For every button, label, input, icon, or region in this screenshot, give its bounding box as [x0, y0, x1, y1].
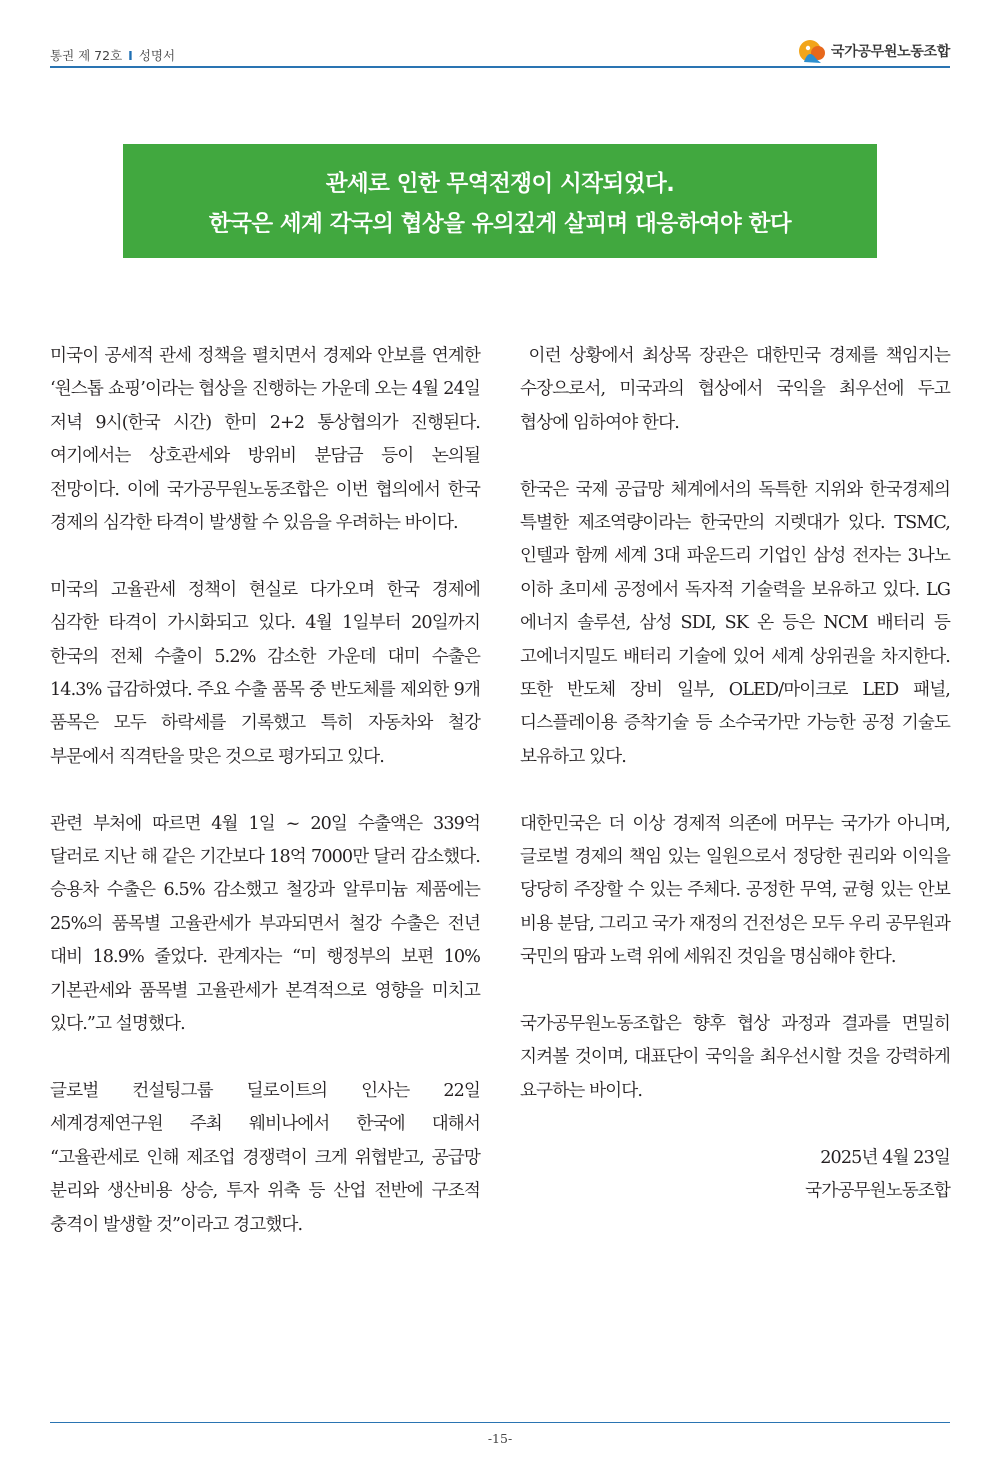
paragraph: 미국의 고율관세 정책이 현실로 다가오며 한국 경제에 심각한 타격이 가시화되고 있다. 4월 1일부터 20일까지 한국의 전체 수출이 5.2% 감소한 가운데 대미 수출은 14.3% 급감하였다. 주요 수출 품목 중 반도체를 제외한 9개 품목은 모두 하락세를 기록했고 특히 자동차와 철강 부문에서 직격탄을 맞은 것으로 평가되고 있다.: [50, 579, 480, 767]
left-column: [50, 340, 480, 1242]
header-separator: I: [128, 48, 133, 63]
paragraph: 이런 상황에서 최상목 장관은 대한민국 경제를 책임지는 수장으로서, 미국과의 협상에서 국익을 최우선에 두고 협상에 임하여야 한다.: [520, 346, 955, 433]
paragraph: 한국은 국제 공급망 체계에서의 독특한 지위와 한국경제의 특별한 제조역량이라는 한국만의 지렛대가 있다. TSMC, 인텔과 함께 세계 3대 파운드리 기업인 삼성 전자는 3나노 이하 초미세 공정에서 독자적 기술력을 보유하고 있다. LG 에너지 솔루션, 삼성 SDI, SK 온 등은 NCM 배터리 등 고에너지밀도 배터리 기술에 있어 세계 상위권을 차지한다. 또한 반도체 장비 일부, OLED/마이크로 LED 패널, 디스플레이용 증착기술 등 소수국가만 가능한 공정 기술도 보유하고 있다.: [520, 479, 950, 767]
title-line-2: 한국은 세계 각국의 협상을 유의깊게 살피며 대응하여야 한다: [208, 211, 792, 237]
issue-number: 통권 제 72호: [50, 48, 123, 63]
header-divider: [50, 66, 950, 68]
page-number: -15-: [487, 1431, 513, 1446]
paragraph: 미국이 공세적 관세 정책을 펼치면서 경제와 안보를 연계한 ‘원스톱 쇼핑’이라는 협상을 진행하는 가운데 오는 4월 24일 저녁 9시(한국 시간) 한미 2+2 통상협의가 진행된다. 여기에서는 상호관세와 방위비 분담금 등이 논의될 전망이다. 이에 국가공무원노동조합은 이번 협의에서 한국 경제의 심각한 타격이 발생할 수 있음을 우려하는 바이다.: [50, 346, 480, 534]
title-line-1: 관세로 인한 무역전쟁이 시작되었다.: [325, 171, 675, 197]
paragraph: 국가공무원노동조합은 향후 협상 과정과 결과를 면밀히 지켜볼 것이며, 대표단이 국익을 최우선시할 것을 강력하게 요구하는 바이다.: [520, 1014, 950, 1101]
signature-org: 국가공무원노동조합: [805, 1181, 950, 1202]
union-logo-text: 국가공무원노동조합: [830, 44, 950, 60]
signature-date: 2025년 4월 23일: [820, 1147, 950, 1168]
paragraph: 관련 부처에 따르면 4월 1일 ~ 20일 수출액은 339억 달러로 지난 해 같은 기간보다 18억 7000만 달러 감소했다. 승용차 수출은 6.5% 감소했고 철강과 알루미늄 제품에는 25%의 품목별 고율관세가 부과되면서 철강 수출은 전년 대비 18.9% 줄었다. 관계자는 “미 행정부의 보편 10% 기본관세와 품목별 고율관세가 본격적으로 영향을 미치고 있다.”고 설명했다.: [50, 813, 480, 1035]
page-header: [50, 44, 950, 66]
title-banner: [123, 144, 877, 258]
section-name: 성명서: [138, 48, 176, 63]
union-logo-icon: [797, 36, 827, 66]
issue-info: [50, 46, 175, 64]
right-column: [520, 340, 955, 1209]
paragraph: 대한민국은 더 이상 경제적 의존에 머무는 국가가 아니며, 글로벌 경제의 책임 있는 일원으로서 정당한 권리와 이익을 당당히 주장할 수 있는 주체다. 공정한 무역, 균형 있는 안보 비용 분담, 그리고 국가 재정의 건전성은 모두 우리 공무원과 국민의 땀과 노력 위에 세워진 것임을 명심해야 한다.: [520, 813, 950, 968]
footer-divider: [50, 1422, 950, 1423]
paragraph: 글로벌 컨설팅그룹 딜로이트의 인사는 22일 세계경제연구원 주최 웨비나에서 한국에 대해서 “고율관세로 인해 제조업 경쟁력이 크게 위협받고, 공급망 분리와 생산비용 상승, 투자 위축 등 산업 전반에 구조적 충격이 발생할 것”이라고 경고했다.: [50, 1080, 480, 1235]
union-logo: [797, 36, 950, 66]
